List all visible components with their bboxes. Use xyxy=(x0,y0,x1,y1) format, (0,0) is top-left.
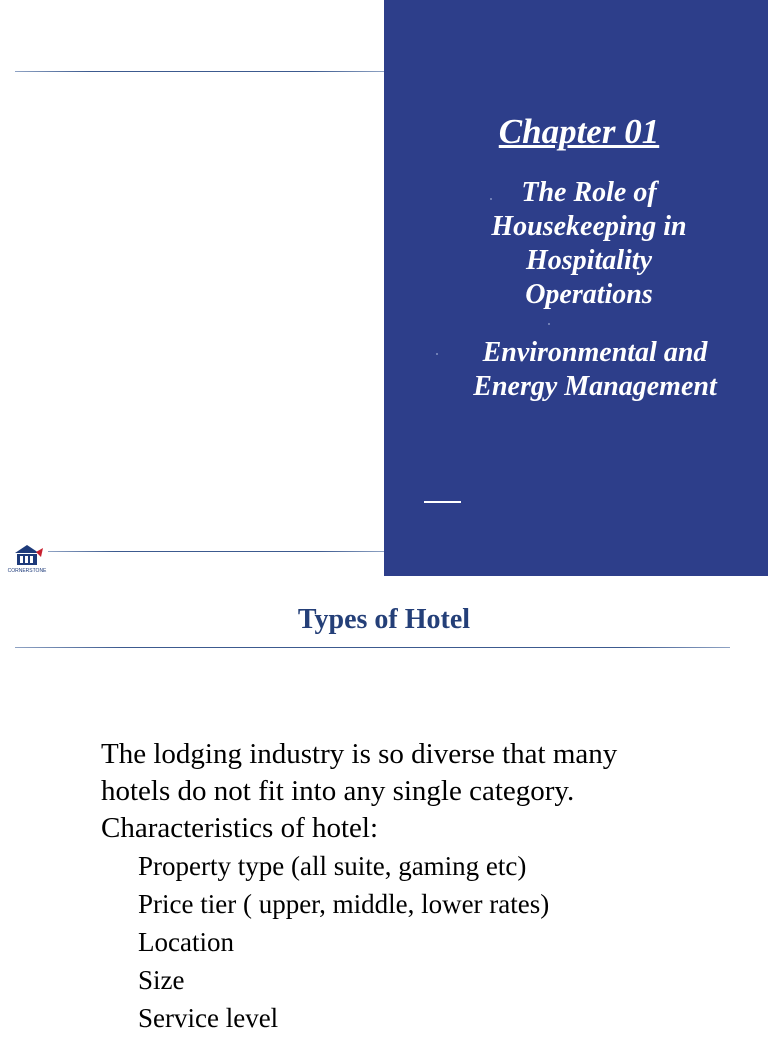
paragraph-line: The lodging industry is so diverse that many xyxy=(101,738,618,770)
paragraph-line: Characteristics of hotel: xyxy=(101,812,379,844)
subtitle-line: The Role of xyxy=(521,177,657,208)
building-logo-icon xyxy=(6,543,48,569)
subtitle2-line: Energy Management xyxy=(473,371,717,402)
subtitle-line: Housekeeping in xyxy=(491,211,687,242)
slide-types-of-hotel xyxy=(0,576,768,1033)
title-divider-line xyxy=(15,647,730,648)
list-item: Property type (all suite, gaming etc) xyxy=(138,851,527,881)
list-item: Location xyxy=(138,927,234,957)
list-item: Service level xyxy=(138,1003,279,1033)
cornerstone-logo xyxy=(6,543,48,576)
chapter-subtitle xyxy=(474,176,704,312)
bullet-dot xyxy=(490,198,492,200)
subtitle-line: Hospitality xyxy=(526,245,652,276)
chapter-heading: Chapter 01 xyxy=(498,112,660,151)
dash-mark xyxy=(424,501,461,503)
subtitle2-line: Environmental and xyxy=(482,337,708,368)
bullet-dot xyxy=(436,353,438,355)
logo-text: CORNERSTONE xyxy=(7,568,47,574)
paragraph-line: hotels do not fit into any single category. xyxy=(101,775,575,807)
bullet-dot xyxy=(548,323,550,325)
chapter-subtitle-2 xyxy=(450,336,740,404)
bottom-divider-line xyxy=(48,551,385,552)
list-item: Price tier ( upper, middle, lower rates) xyxy=(138,889,550,919)
subtitle-line: Operations xyxy=(525,279,653,310)
slide-title: Types of Hotel xyxy=(297,604,471,635)
title-panel xyxy=(384,0,768,576)
top-divider-line xyxy=(15,71,385,72)
slide-body xyxy=(101,736,721,1037)
list-item: Size xyxy=(138,965,185,995)
